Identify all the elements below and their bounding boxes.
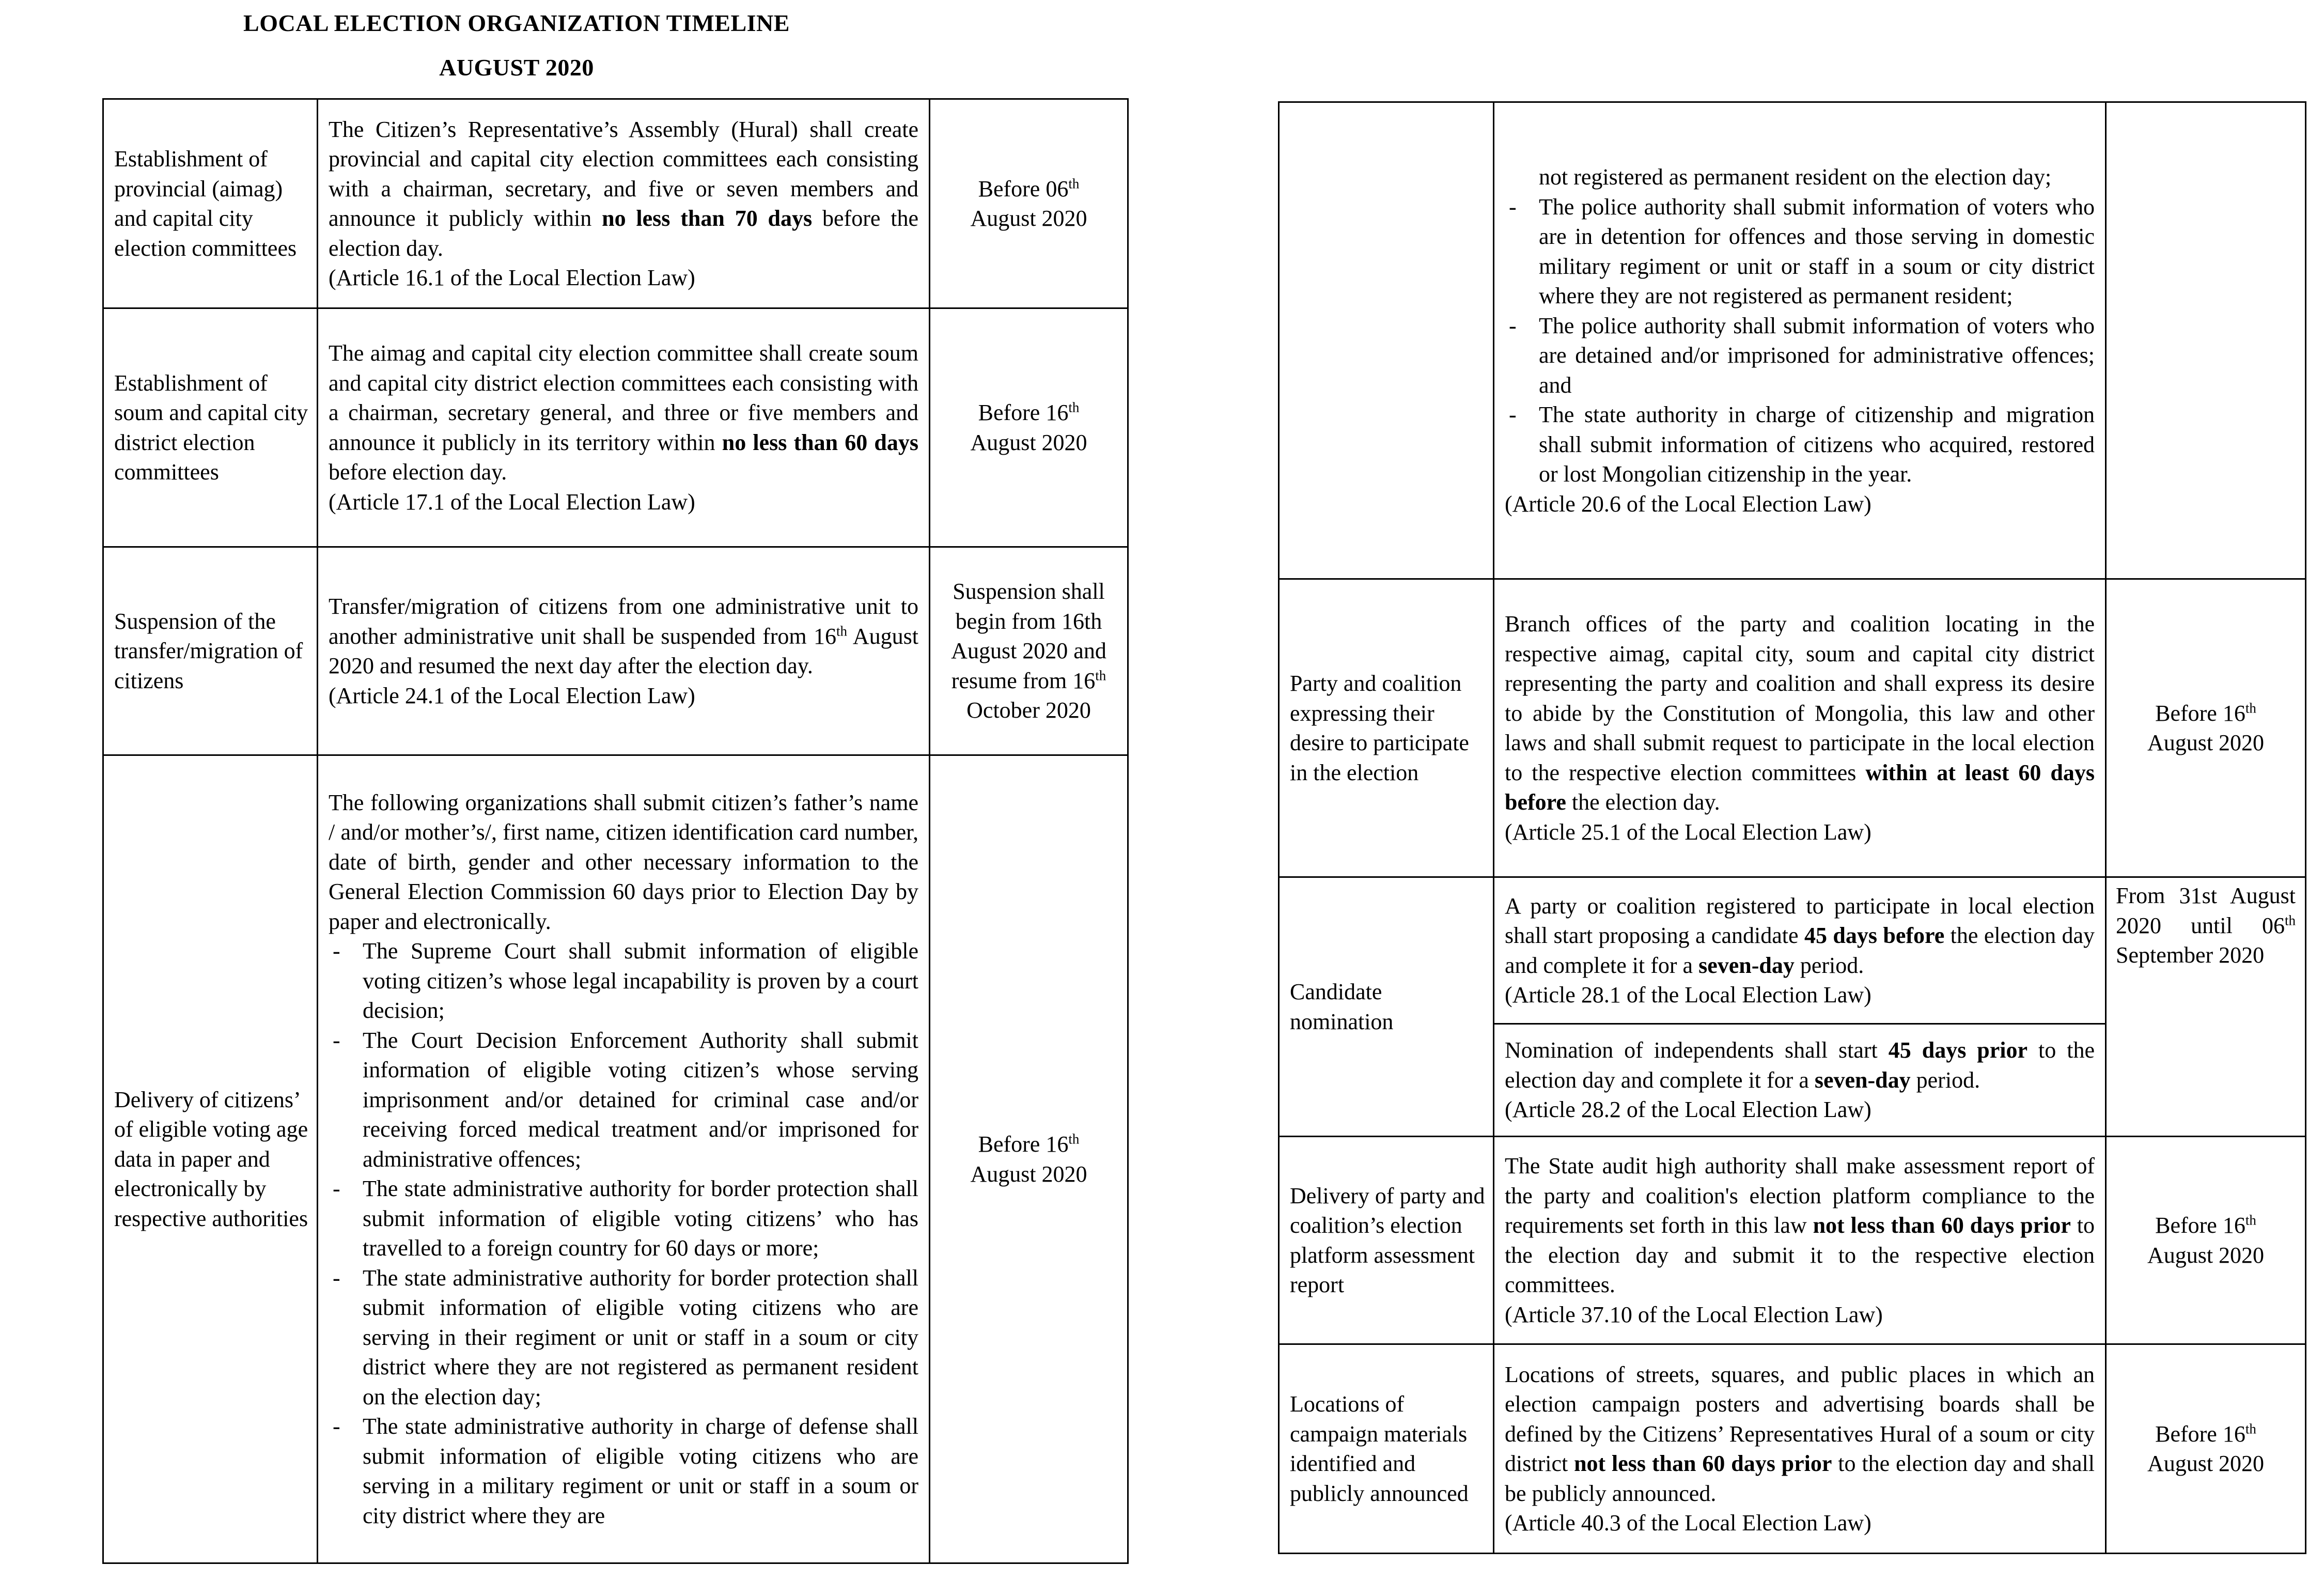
ordinal-suffix: th xyxy=(2245,700,2256,716)
description-text: to the election day and submit it to the respective election committees. xyxy=(1505,1213,2095,1297)
timeline-table-right xyxy=(1278,101,2306,1554)
description-cell xyxy=(1494,102,2106,579)
article-reference: (Article 25.1 of the Local Election Law) xyxy=(1505,819,1871,845)
deadline-emphasis: not less than 60 days prior xyxy=(1574,1451,1832,1476)
ordinal-suffix: th xyxy=(836,623,847,639)
table-row xyxy=(103,99,1128,308)
date-text: Before 16 xyxy=(978,400,1069,425)
description-text: to the election day and shall be publicly announced. xyxy=(1505,1451,2095,1506)
page-subtitle: AUGUST 2020 xyxy=(439,54,594,81)
description-cell xyxy=(318,755,930,1563)
date-cell xyxy=(2106,1137,2306,1344)
description-text: August 2020 and resumed the next day after the election day. xyxy=(329,623,919,678)
list-item: - The Supreme Court shall submit information of eligible voting citizen’s whose legal incapability is proven by a court decision; xyxy=(329,936,918,1026)
date-text: August 2020 xyxy=(970,206,1087,231)
description-cell xyxy=(1494,1137,2106,1344)
deadline-emphasis: 45 days prior xyxy=(1888,1037,2028,1063)
description-text: Branch offices of the party and coalition locating in the respective aimag, capital city, soum and capital city district representing the party and coalition and shall express its desire to abide by the Constitution of Mongolia, this law and other laws and shall submit request to participate in the local election to the respective election committees xyxy=(1505,611,2095,785)
list-item: - The police authority shall submit information of voters who are detained and/or imprisoned for administrative offences; and xyxy=(1505,311,2095,400)
description-text: The State audit high authority shall make assessment report of the party and coalition's election platform compliance to the requirements set forth in this law xyxy=(1505,1153,2095,1238)
list-item-continuation: not registered as permanent resident on the election day; xyxy=(1539,164,2052,190)
ordinal-suffix: th xyxy=(1095,668,1106,684)
description-text: the election day. xyxy=(1566,789,1720,815)
description-cell xyxy=(1494,877,2106,1024)
article-reference: (Article 20.6 of the Local Election Law) xyxy=(1505,491,1871,517)
deadline-emphasis: not less than 60 days prior xyxy=(1813,1213,2071,1238)
date-text: August 2020 xyxy=(2147,730,2265,755)
deadline-emphasis: no less than 60 days xyxy=(722,429,918,455)
description-text: period. xyxy=(1910,1067,1980,1093)
activity-cell xyxy=(1279,102,1494,579)
activity-cell: Delivery of citizens’ of eligible voting age data in paper and electronically by respective authorities xyxy=(103,755,318,1563)
table-row xyxy=(103,755,1128,1563)
activity-cell: Establishment of provincial (aimag) and capital city election committees xyxy=(103,99,318,308)
activity-cell: Establishment of soum and capital city district election committees xyxy=(103,308,318,547)
list-item: - The state administrative authority for border protection shall submit information of eligible voting citizens who are serving in their regiment or unit or staff in a soum or city district where they are not registered as permanent resident on the election day; xyxy=(329,1263,918,1412)
description-cell xyxy=(318,547,930,755)
description-intro: The following organizations shall submit citizen’s father’s name / and/or mother’s/, first name, citizen identification card number, date of birth, gender and other necessary information to the General Election Commission 60 days prior to Election Day by paper and electronically. xyxy=(329,789,918,934)
date-text: August 2020 xyxy=(2147,1242,2265,1268)
date-cell xyxy=(2106,1344,2306,1554)
activity-cell: Suspension of the transfer/migration of citizens xyxy=(103,547,318,755)
date-text: September 2020 xyxy=(2116,942,2265,968)
list-item: - The state administrative authority for border protection shall submit information of eligible voting citizens’ who has travelled to a foreign country for 60 days or more; xyxy=(329,1174,918,1263)
date-cell xyxy=(930,308,1128,547)
description-text: before the election day. xyxy=(329,206,918,261)
description-text: Locations of streets, squares, and public places in which an election campaign posters and advertising boards shall be defined by the Citizens’ Representatives Hural of a soum or city district xyxy=(1505,1361,2095,1476)
article-reference: (Article 37.10 of the Local Election Law) xyxy=(1505,1301,1883,1327)
article-reference: (Article 16.1 of the Local Election Law) xyxy=(329,265,695,290)
date-cell xyxy=(930,755,1128,1563)
date-text: Before 16 xyxy=(978,1132,1069,1157)
date-cell xyxy=(2106,579,2306,877)
period-emphasis: seven-day xyxy=(1698,952,1795,978)
ordinal-suffix: th xyxy=(2245,1420,2256,1436)
activity-cell: Delivery of party and coalition’s election platform assessment report xyxy=(1279,1137,1494,1344)
deadline-emphasis: within at least 60 days before xyxy=(1505,760,2095,815)
organization-list xyxy=(329,936,918,1530)
article-reference: (Article 28.1 of the Local Election Law) xyxy=(1505,982,1871,1008)
date-text: October 2020 xyxy=(966,698,1091,723)
date-cell xyxy=(2106,102,2306,579)
description-cell xyxy=(318,99,930,308)
date-text: Before 06 xyxy=(978,176,1069,202)
deadline-emphasis: 45 days before xyxy=(1804,923,1945,948)
date-text: Before 16 xyxy=(2155,700,2245,726)
description-text: The Citizen’s Representative’s Assembly (Hural) shall create provincial and capital city election committees each consisting with a chairman, secretary, and five or seven members and announce it publicly within xyxy=(329,116,918,231)
description-text: before election day. xyxy=(329,459,507,485)
description-cell xyxy=(1494,1024,2106,1137)
list-item: - The state administrative authority in charge of defense shall submit information of eligible voting citizens who are serving in a military regiment or unit or staff in a soum or city district where they are xyxy=(329,1412,918,1530)
date-text: Suspension shall begin from 16th August 2020 and resume from 16 xyxy=(951,579,1106,693)
list-item: - The state authority in charge of citizenship and migration shall submit information of citizens who acquired, restored or lost Mongolian citizenship in the year. xyxy=(1505,400,2095,489)
table-row xyxy=(1279,877,2306,1024)
description-cell xyxy=(318,308,930,547)
article-reference: (Article 24.1 of the Local Election Law) xyxy=(329,683,695,708)
organization-list xyxy=(1505,192,2095,489)
description-text: A party or coalition registered to participate in local election shall start proposing a candidate xyxy=(1505,893,2095,948)
description-cell xyxy=(1494,1344,2106,1554)
description-text: Nomination of independents shall start xyxy=(1505,1037,1889,1063)
date-text: August 2020 xyxy=(2147,1451,2265,1476)
date-cell xyxy=(930,547,1128,755)
date-text: Before 16 xyxy=(2155,1421,2245,1447)
activity-cell: Candidate nomination xyxy=(1279,877,1494,1137)
timeline-table-left xyxy=(102,98,1129,1564)
date-text: August 2020 xyxy=(970,1161,1087,1187)
description-text: Transfer/migration of citizens from one administrative unit to another administrative unit shall be suspended from 16 xyxy=(329,594,918,649)
list-item: - The police authority shall submit information of voters who are in detention for offences and those serving in domestic military regiment or unit or staff in a soum or city district where they are not registered as permanent resident; xyxy=(1505,192,2095,311)
table-row xyxy=(1279,1137,2306,1344)
activity-cell: Locations of campaign materials identified and publicly announced xyxy=(1279,1344,1494,1554)
description-text: the election day and complete it for a xyxy=(1505,923,2095,978)
date-cell xyxy=(930,99,1128,308)
list-item: - The Court Decision Enforcement Authority shall submit information of eligible voting citizen’s whose serving imprisonment and/or detained for criminal case and/or receiving forced medical treatment and/or imprisoned for administrative offences; xyxy=(329,1026,918,1174)
date-cell xyxy=(2106,877,2306,1137)
period-emphasis: seven-day xyxy=(1814,1067,1911,1093)
article-reference: (Article 17.1 of the Local Election Law) xyxy=(329,489,695,515)
date-text: Before 16 xyxy=(2155,1213,2245,1238)
ordinal-suffix: th xyxy=(1068,399,1080,415)
activity-cell: Party and coalition expressing their desire to participate in the election xyxy=(1279,579,1494,877)
description-text: The aimag and capital city election committee shall create soum and capital city district election committees each consisting with a chairman, secretary general, and three or five members and announce it publicly in its territory within xyxy=(329,340,918,455)
description-text: to the election day and complete it for a xyxy=(1505,1037,2095,1093)
deadline-emphasis: no less than 70 days xyxy=(602,206,813,231)
page-title: LOCAL ELECTION ORGANIZATION TIMELINE xyxy=(243,10,790,36)
article-reference: (Article 28.2 of the Local Election Law) xyxy=(1505,1097,1871,1123)
table-row xyxy=(1279,102,2306,579)
ordinal-suffix: th xyxy=(2284,912,2296,928)
ordinal-suffix: th xyxy=(1068,175,1080,191)
date-text: From 31st August 2020 until 06 xyxy=(2116,883,2296,938)
description-cell xyxy=(1494,579,2106,877)
table-row xyxy=(1279,579,2306,877)
table-row xyxy=(1279,1344,2306,1554)
ordinal-suffix: th xyxy=(1068,1131,1080,1147)
table-row xyxy=(103,547,1128,755)
table-row xyxy=(103,308,1128,547)
article-reference: (Article 40.3 of the Local Election Law) xyxy=(1505,1510,1871,1536)
ordinal-suffix: th xyxy=(2245,1212,2256,1228)
date-text: August 2020 xyxy=(970,429,1087,455)
description-text: period. xyxy=(1794,952,1864,978)
